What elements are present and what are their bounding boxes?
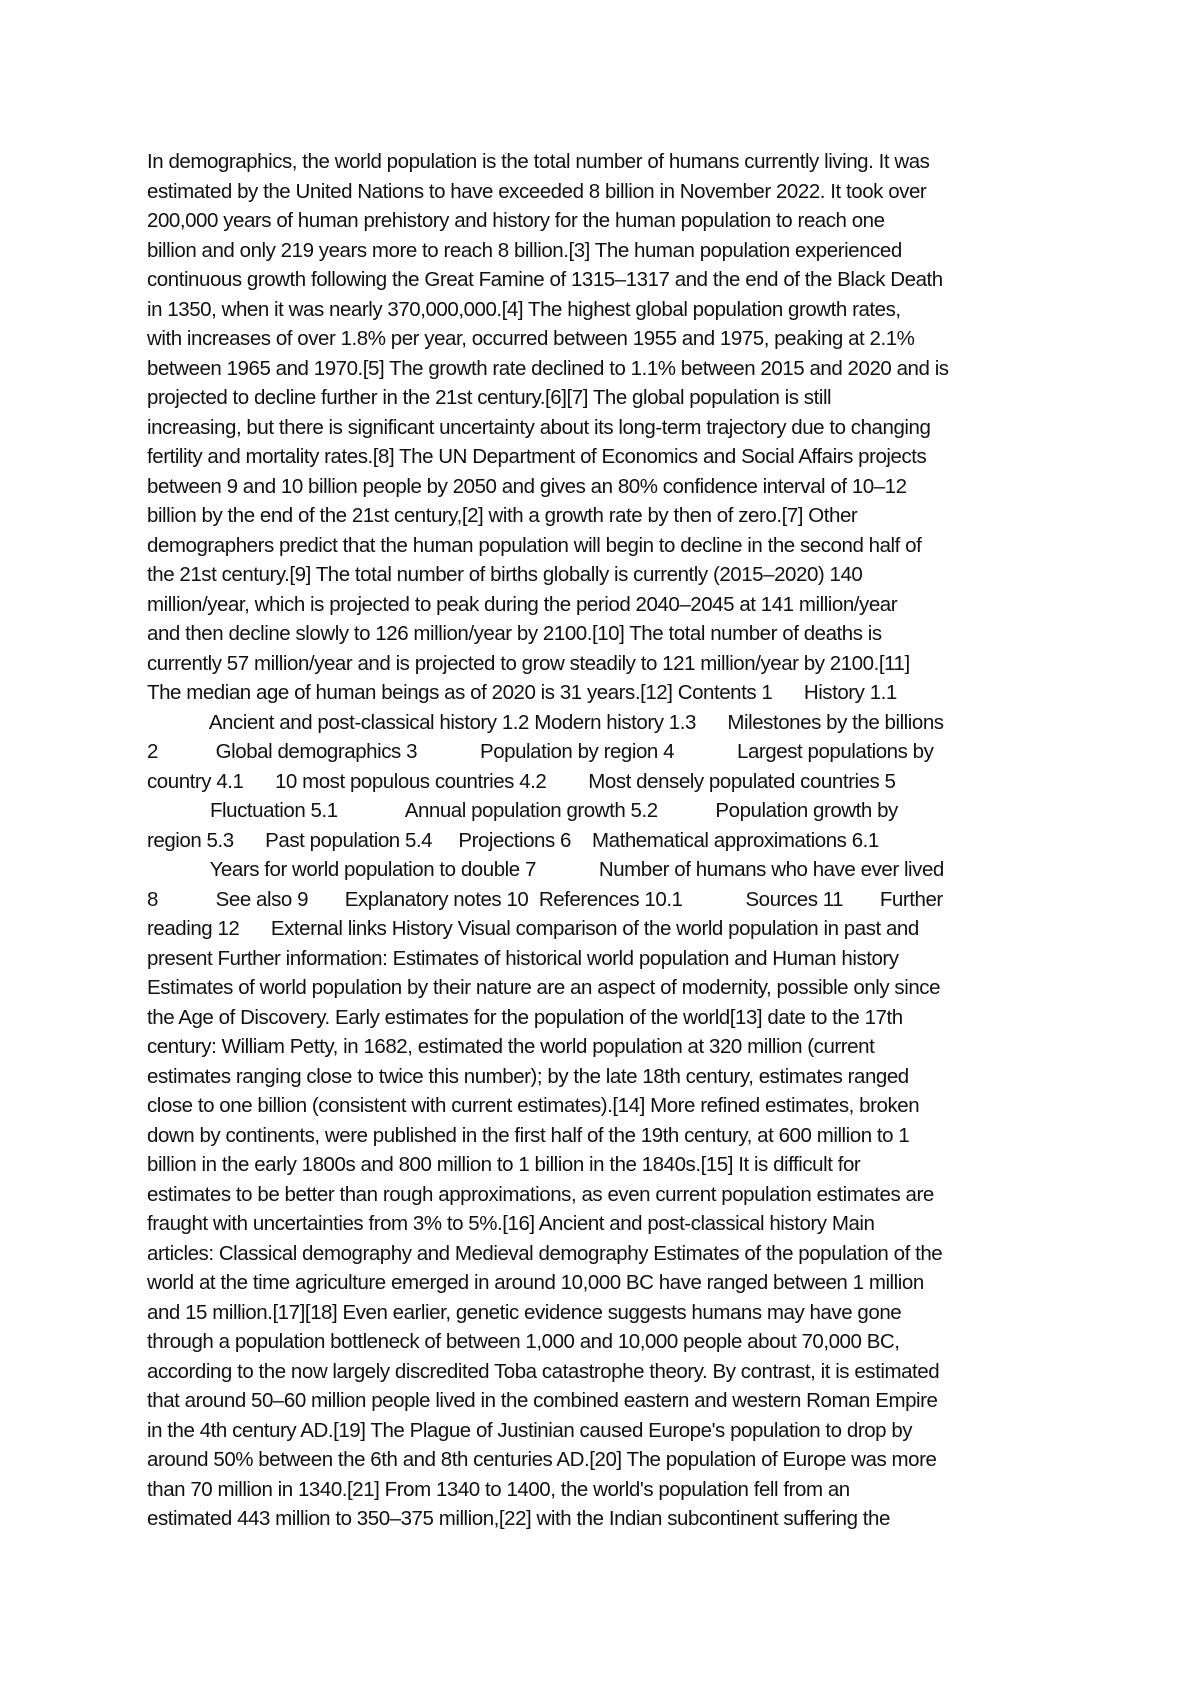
text-line: close to one billion (consistent with current estimates).[14] More refined estimates, broken <box>147 1094 920 1117</box>
text-line: estimates to be better than rough approximations, as even current population estimates are <box>147 1182 934 1206</box>
text-line: currently 57 million/year and is projected to grow steadily to 121 million/year by 2100.[11] <box>147 651 910 675</box>
text-line: between 9 and 10 billion people by 2050 and gives an 80% confidence interval of 10–12 <box>147 474 907 498</box>
text-line: between 1965 and 1970.[5] The growth rate declined to 1.1% between 2015 and 2020 and is <box>147 356 949 380</box>
text-line: region 5.3 Past population 5.4 Projections 6 Mathematical approximations 6.1 <box>147 828 879 852</box>
text-line: country 4.1 10 most populous countries 4.2 Most densely populated countries 5 <box>147 769 896 793</box>
body-text <box>147 147 1067 1534</box>
text-line: estimated 443 million to 350–375 million,[22] with the Indian subcontinent suffering the <box>147 1507 890 1530</box>
text-line: reading 12 External links History Visual comparison of the world population in past and <box>147 917 919 940</box>
text-line: continuous growth following the Great Famine of 1315–1317 and the end of the Black Death <box>147 268 943 291</box>
text-line: 8 See also 9 Explanatory notes 10 References 10.1 Sources 11 Further <box>147 887 943 911</box>
text-line: Years for world population to double 7 Number of humans who have ever lived <box>147 858 944 881</box>
text-line: around 50% between the 6th and 8th centuries AD.[20] The population of Europe was more <box>147 1448 937 1471</box>
text-line: century: William Petty, in 1682, estimated the world population at 320 million (current <box>147 1035 875 1058</box>
text-line: In demographics, the world population is the total number of humans currently living. It was <box>147 150 930 173</box>
text-line: 2 Global demographics 3 Population by region 4 Largest populations by <box>147 740 934 763</box>
text-line: fraught with uncertainties from 3% to 5%.[16] Ancient and post-classical history Main <box>147 1212 875 1235</box>
text-line: with increases of over 1.8% per year, occurred between 1955 and 1975, peaking at 2.1% <box>147 327 915 350</box>
text-line: and then decline slowly to 126 million/year by 2100.[10] The total number of deaths is <box>147 622 882 645</box>
text-line: increasing, but there is significant uncertainty about its long-term trajectory due to changing <box>147 415 931 439</box>
text-line: in 1350, when it was nearly 370,000,000.[4] The highest global population growth rates, <box>147 297 901 321</box>
text-line: the 21st century.[9] The total number of births globally is currently (2015–2020) 140 <box>147 563 863 586</box>
text-line: million/year, which is projected to peak during the period 2040–2045 at 141 million/year <box>147 592 898 616</box>
text-line: Ancient and post-classical history 1.2 Modern history 1.3 Milestones by the billions <box>147 710 944 734</box>
text-line: estimated by the United Nations to have exceeded 8 billion in November 2022. It took over <box>147 179 927 203</box>
text-line: 200,000 years of human prehistory and history for the human population to reach one <box>147 209 885 232</box>
text-line: projected to decline further in the 21st century.[6][7] The global population is still <box>147 386 832 409</box>
text-line: Fluctuation 5.1 Annual population growth 5.2 Population growth by <box>147 799 898 822</box>
text-line: than 70 million in 1340.[21] From 1340 to 1400, the world's population fell from an <box>147 1477 850 1501</box>
text-line: present Further information: Estimates of historical world population and Human history <box>147 946 899 970</box>
text-line: billion by the end of the 21st century,[2] with a growth rate by then of zero.[7] Other <box>147 504 858 527</box>
text-line: the Age of Discovery. Early estimates for the population of the world[13] date to the 17th <box>147 1005 903 1029</box>
text-line: estimates ranging close to twice this number); by the late 18th century, estimates ranged <box>147 1064 909 1088</box>
text-line: and 15 million.[17][18] Even earlier, genetic evidence suggests humans may have gone <box>147 1300 902 1324</box>
text-line: down by continents, were published in the first half of the 19th century, at 600 million to 1 <box>147 1123 910 1147</box>
text-line: world at the time agriculture emerged in around 10,000 BC have ranged between 1 million <box>147 1271 924 1294</box>
text-line: that around 50–60 million people lived in the combined eastern and western Roman Empire <box>147 1389 938 1412</box>
text-line: fertility and mortality rates.[8] The UN Department of Economics and Social Affairs projects <box>147 445 927 468</box>
text-line: articles: Classical demography and Medieval demography Estimates of the population of the <box>147 1241 943 1265</box>
text-line: billion and only 219 years more to reach 8 billion.[3] The human population experienced <box>147 238 902 262</box>
text-line: in the 4th century AD.[19] The Plague of Justinian caused Europe's population to drop by <box>147 1418 913 1442</box>
text-line: through a population bottleneck of between 1,000 and 10,000 people about 70,000 BC, <box>147 1330 900 1353</box>
text-line: demographers predict that the human population will begin to decline in the second half of <box>147 533 922 557</box>
text-line: billion in the early 1800s and 800 million to 1 billion in the 1840s.[15] It is difficult for <box>147 1153 861 1176</box>
text-line: The median age of human beings as of 2020 is 31 years.[12] Contents 1 History 1.1 <box>147 681 897 704</box>
text-line: Estimates of world population by their nature are an aspect of modernity, possible only since <box>147 976 941 999</box>
text-line: according to the now largely discredited Toba catastrophe theory. By contrast, it is estimated <box>147 1359 940 1383</box>
